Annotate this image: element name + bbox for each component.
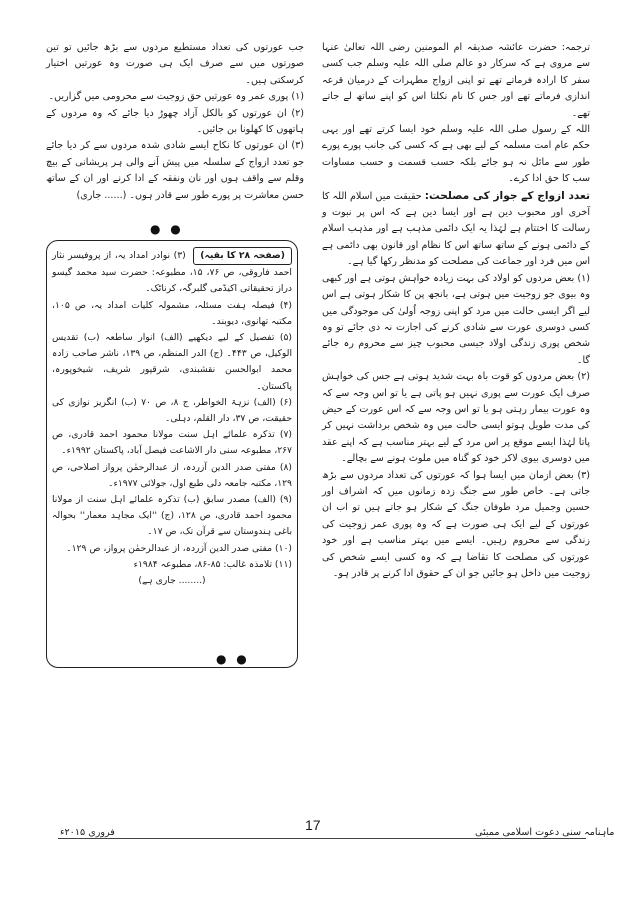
paragraph: جب عورتوں کی تعداد مستطیع مردوں سے بڑھ جائیں تو تین صورتوں میں سے صرف ایک ہی صورت وہ عورتیں اختیار کرسکتی ہیں۔ [46, 42, 304, 86]
footnote: (۱۱) تلامذہ غالب: ۸۵-۸۶، مطبوعہ ۱۹۸۴ء [133, 558, 292, 570]
paragraph: (۳) ان عورتوں کا نکاح ایسے شادی شدہ مردوں سے کر دیا جائے جو تعدد ازواج کے سلسلہ میں پیش آنے والی ہر پریشانی کے بیچ وقلم سے واقف ہوں اور نان ونفقہ کے ادا کرنے اور ان کے ساتھ حسن معاشرت پر پورے طور سے قادر ہوں۔ (...... جاری) [46, 140, 304, 201]
continued-note: (........ جاری ہے) [138, 575, 206, 587]
separator-dots: ● ● [150, 222, 184, 236]
right-column [322, 40, 590, 582]
footnote: (۹) (الف) مصدر سابق (ب) تذکرہ علمائے اہل سنت از مولانا محمود احمد قادری، ص ۱۲۸، (ج) ''ایک مجاہد معمار'' بحوالہ باغی ہندوستان سے قرآن تک، ص ۱۷۔ [52, 494, 292, 538]
section-heading: تعدد ازواج کے جواز کی مصلحت: [424, 189, 590, 202]
paragraph-with-heading [322, 188, 590, 271]
paragraph: (۲) بعض مردوں کو قوت باہ بہت شدید ہوتی ہے جس کی خواہش صرف ایک عورت سے پوری نہیں ہو پاتی ہے یا تو اس وجہ سے کہ وہ عورت بیمار رہتی ہو یا تو اس وجہ سے کہ اس عورت کے حیض کی مدت طویل ہوتو ایسی حالت میں وہ شخص برداشت نہیں کر پاتا لہٰذا ایسے موقع پر اس مرد کے لیے بہتر مناسب ہے کہ اپنے عقد میں دوسری بیوی لاکر خود کو گناہ میں ملوث ہونے سے بچالے۔ [322, 371, 590, 465]
separator-dots: ● ● [216, 652, 250, 666]
footnote: (۷) تذکرہ علمائے اہل سنت مولانا محمود احمد قادری، ص ۲۶۷، مطبوعہ سنی دار الاشاعت فیصل آباد، پاکستان ۱۹۹۲ء۔ [52, 429, 292, 457]
footnote: (۵) تفصیل کے لیے دیکھیے (الف) انوار ساطعہ (ب) تقدیس الوکیل، ص ۴۴۳۔ (ج) الدر المنظم، ص ۱۳۹، ناشر صاحب زادہ محمد ابوالحسن نقشبندی، شرقپور شریف، شیخوپورہ، پاکستان۔ [52, 332, 293, 392]
paragraph: (۲) ان عورتوں کو بالکل آزاد چھوڑ دیا جائے کہ وہ مردوں کے ہاتھوں کا کھلونا بن جائیں۔ [46, 107, 304, 136]
continuation-heading: (صفحہ ۲۸ کا بقیہ) [193, 247, 292, 265]
footer-divider [58, 838, 586, 839]
footnote: (۴) فیصلہ ہفت مسئلہ، مشمولہ کلیات امداد یہ، ص ۱۰۵، مکتبہ تھانوی، دیوبند۔ [52, 299, 292, 327]
page-number: 17 [305, 817, 321, 833]
footnote: (۸) مفتی صدر الدین آزردہ، از عبدالرحمٰن پرواز اصلاحی، ص ۱۲۹، مکتبہ جامعہ دلی طبع اول، جولائی ۱۹۷۷ء۔ [52, 461, 292, 489]
footnote: (۱۰) مفتی صدر الدین آزردہ، از عبدالرحمٰن پرواز، ص ۱۲۹۔ [66, 542, 292, 554]
footnote: (۶) (الف) نزہۃ الخواطر، ج ۸، ص ۷۰ (ب) انگریز نوازی کی حقیقت، ص ۳۷، دار القلم، دہلی۔ [52, 396, 292, 425]
paragraph: ترجمہ: حضرت عائشہ صدیقہ ام المومنین رضی اللہ تعالیٰ عنہا سے مروی ہے کہ سرکار دو عالم صلی اللہ علیہ وسلم جب کسی سفر کا ارادہ فرماتے تھے تو اپنی ازواج مطہرات کے درمیان قرعہ اندازی فرماتے تھے اور جس کا نام نکلتا اس کو اپنے ساتھ لے جاتے تھے۔ [322, 42, 590, 119]
footer-date: فروری ۲۰۱۵ء [60, 827, 115, 838]
paragraph: اللہ کے رسول صلی اللہ علیہ وسلم خود ایسا کرتے تھے اور یہی حکم عام امت مسلمہ کے لیے بھی ہے کہ کسی کی جانب پورے پورے طور سے مائل نہ ہو جائے بلکہ حسب قسمت و حسب مساوات سب کا حق ادا کرے۔ [322, 124, 590, 185]
paragraph: (۱) پوری عمر وہ عورتیں حق زوجیت سے محرومی میں گزاریں۔ [48, 91, 304, 103]
continuation-box [46, 240, 298, 668]
footer-magazine-name: ماہنامہ سنی دعوت اسلامی ممبئی [475, 827, 615, 838]
paragraph-text: حقیقت میں اسلام اللہ کا آخری اور محبوب دین ہے اور ایسا دین ہے کہ اس پر نبوت و رسالت کا اختتام ہے لہٰذا یہ ایک دائمی مذہب ہے اور مذہب اسلام کے دائمی ہونے کے ساتھ ساتھ اس کا نظام اور قانون بھی دائمی ہے اس میں فرد اور جماعت کی مصلحت کو مدنظر رکھا گیا ہے۔ [322, 190, 590, 268]
paragraph: (۱) بعض مردوں کو اولاد کی بہت زیادہ خواہش ہوتی ہے اور کبھی وہ بیوی جو زوجیت میں ہوتی ہے، بانجھ پن کا شکار ہوتی ہے اس لیے اگر ایسی حالت میں مرد کو اپنی زوجہ اُولیٰ کی موجودگی میں کسی دوسری عورت سے شادی کرنے کی اجازت نہ دی جائے تو وہ شخص پوری زندگی اولاد جیسی محبوب چیز سے محروم رہ جائے گا۔ [322, 272, 590, 366]
paragraph: (۳) بعض ازمان میں ایسا ہوا کہ عورتوں کی تعداد مردوں سے بڑھ جاتی ہے۔ خاص طور سے جنگ زدہ زمانوں میں کہ اشراف اور حسین وجمیل مرد طوفان جنگ کے شکار ہو جاتے ہیں تو اب ان عورتوں کے لیے ایک ہی صورت ہے کہ وہ پوری عمر زوجیت کی زندگی سے محروم رہیں۔ ایسے میں بہتر مناسب ہے اور خود عورتوں کی مصلحت کا تقاضا ہے کہ وہ کسی ایسے شخص کی زوجیت میں داخل ہو جائیں جو ان کے حقوق ادا کرنے پر قادر ہو۔ [322, 469, 590, 579]
footnote: (۳) نوادر امداد یہ، از پروفیسر نثار احمد فاروقی، ص ۷۶، ۱۵، مطبوعہ: حضرت سید محمد گیسو دراز تحقیقاتی اکیڈمی گلبرگہ، کرناٹک۔ [52, 250, 292, 295]
left-column [46, 40, 304, 204]
